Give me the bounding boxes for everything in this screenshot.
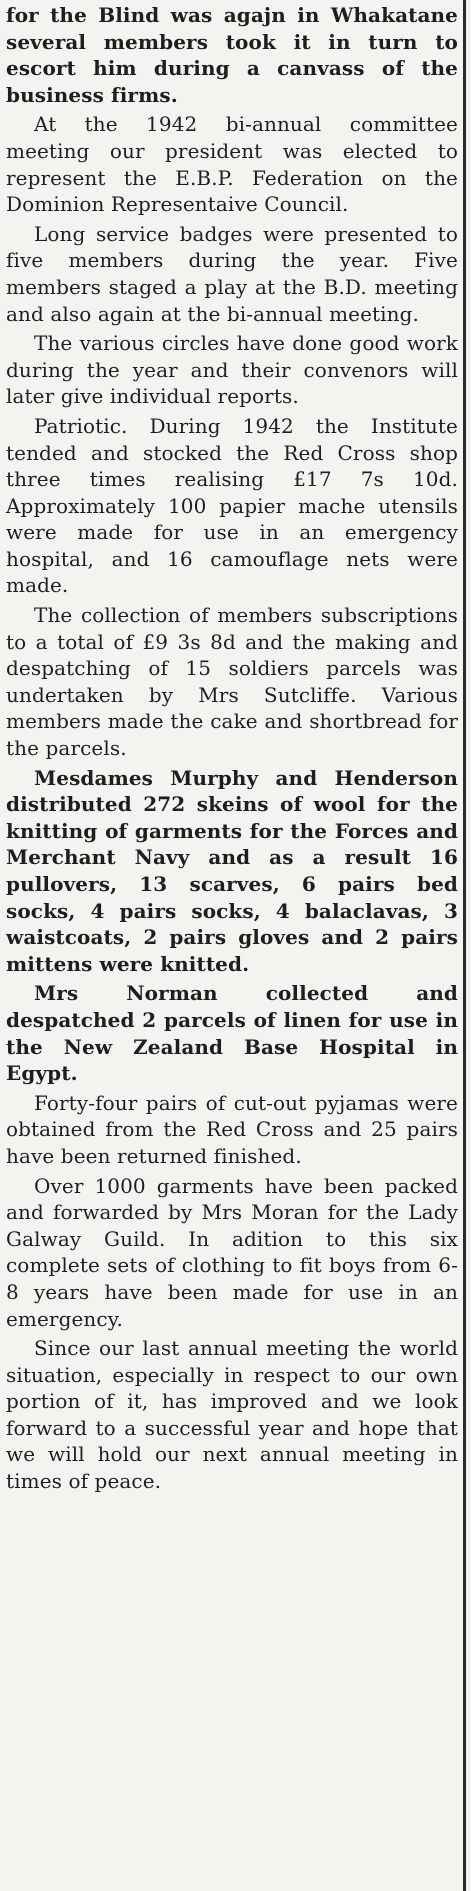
paragraph-garments: Over 1000 garments have been packed and forwarded by Mrs Moran for the Lady Galway Guild. In adition to this six complete sets of clothing to fit boys from 6-8 years have been made for use in an emergency. [6,1173,458,1331]
paragraph-blind-canvass: for the Blind was agajn in Whakatane several members took it in turn to escort him during a canvass of the business firms. [6,3,458,107]
article-column [6,2,458,1498]
paragraph-linen-parcels: Mrs Norman collected and despatched 2 parcels of linen for use in the New Zealand Base Hospital in Egypt. [6,981,458,1086]
paragraph-service-badges: Long service badges were presented to five members during the year. Five members staged a play at the B.D. meeting and also again at the bi-annual meeting. [6,221,458,326]
paragraph-committee-meeting: At the 1942 bi-annual committee meeting our president was elected to represent the E.B.P. Federation on the Dominion Representaive Council. [6,112,458,217]
paragraph-circles: The various circles have done good work during the year and their convenors will later give individual reports. [6,331,458,409]
paragraph-closing: Since our last annual meeting the world situation, especially in respect to our own portion of it, has improved and we look forward to a successful year and hope that we will hold our next annual meeting in times of peace. [6,1336,458,1494]
column-rule [463,0,466,1891]
paragraph-subscriptions: The collection of members subscriptions to a total of £9 3s 8d and the making and despatching of 15 soldiers parcels was undertaken by Mrs Sutcliffe. Various members made the cake and shortbread for the parcels. [6,603,458,761]
paragraph-patriotic: Patriotic. During 1942 the Institute tended and stocked the Red Cross shop three times realising £17 7s 10d. Approximately 100 papier mache utensils were made for use in an emergency hospital, and 16 camouflage nets were made. [6,413,458,598]
paragraph-wool-knitting: Mesdames Murphy and Henderson distributed 272 skeins of wool for the knitting of garments for the Forces and Merchant Navy and as a result 16 pullovers, 13 scarves, 6 pairs bed socks, 4 pairs socks, 4 balaclavas, 3 waistcoats, 2 pairs gloves and 2 pairs mittens were knitted. [6,765,458,976]
paragraph-pyjamas: Forty-four pairs of cut-out pyjamas were obtained from the Red Cross and 25 pairs have been returned finished. [6,1090,458,1168]
